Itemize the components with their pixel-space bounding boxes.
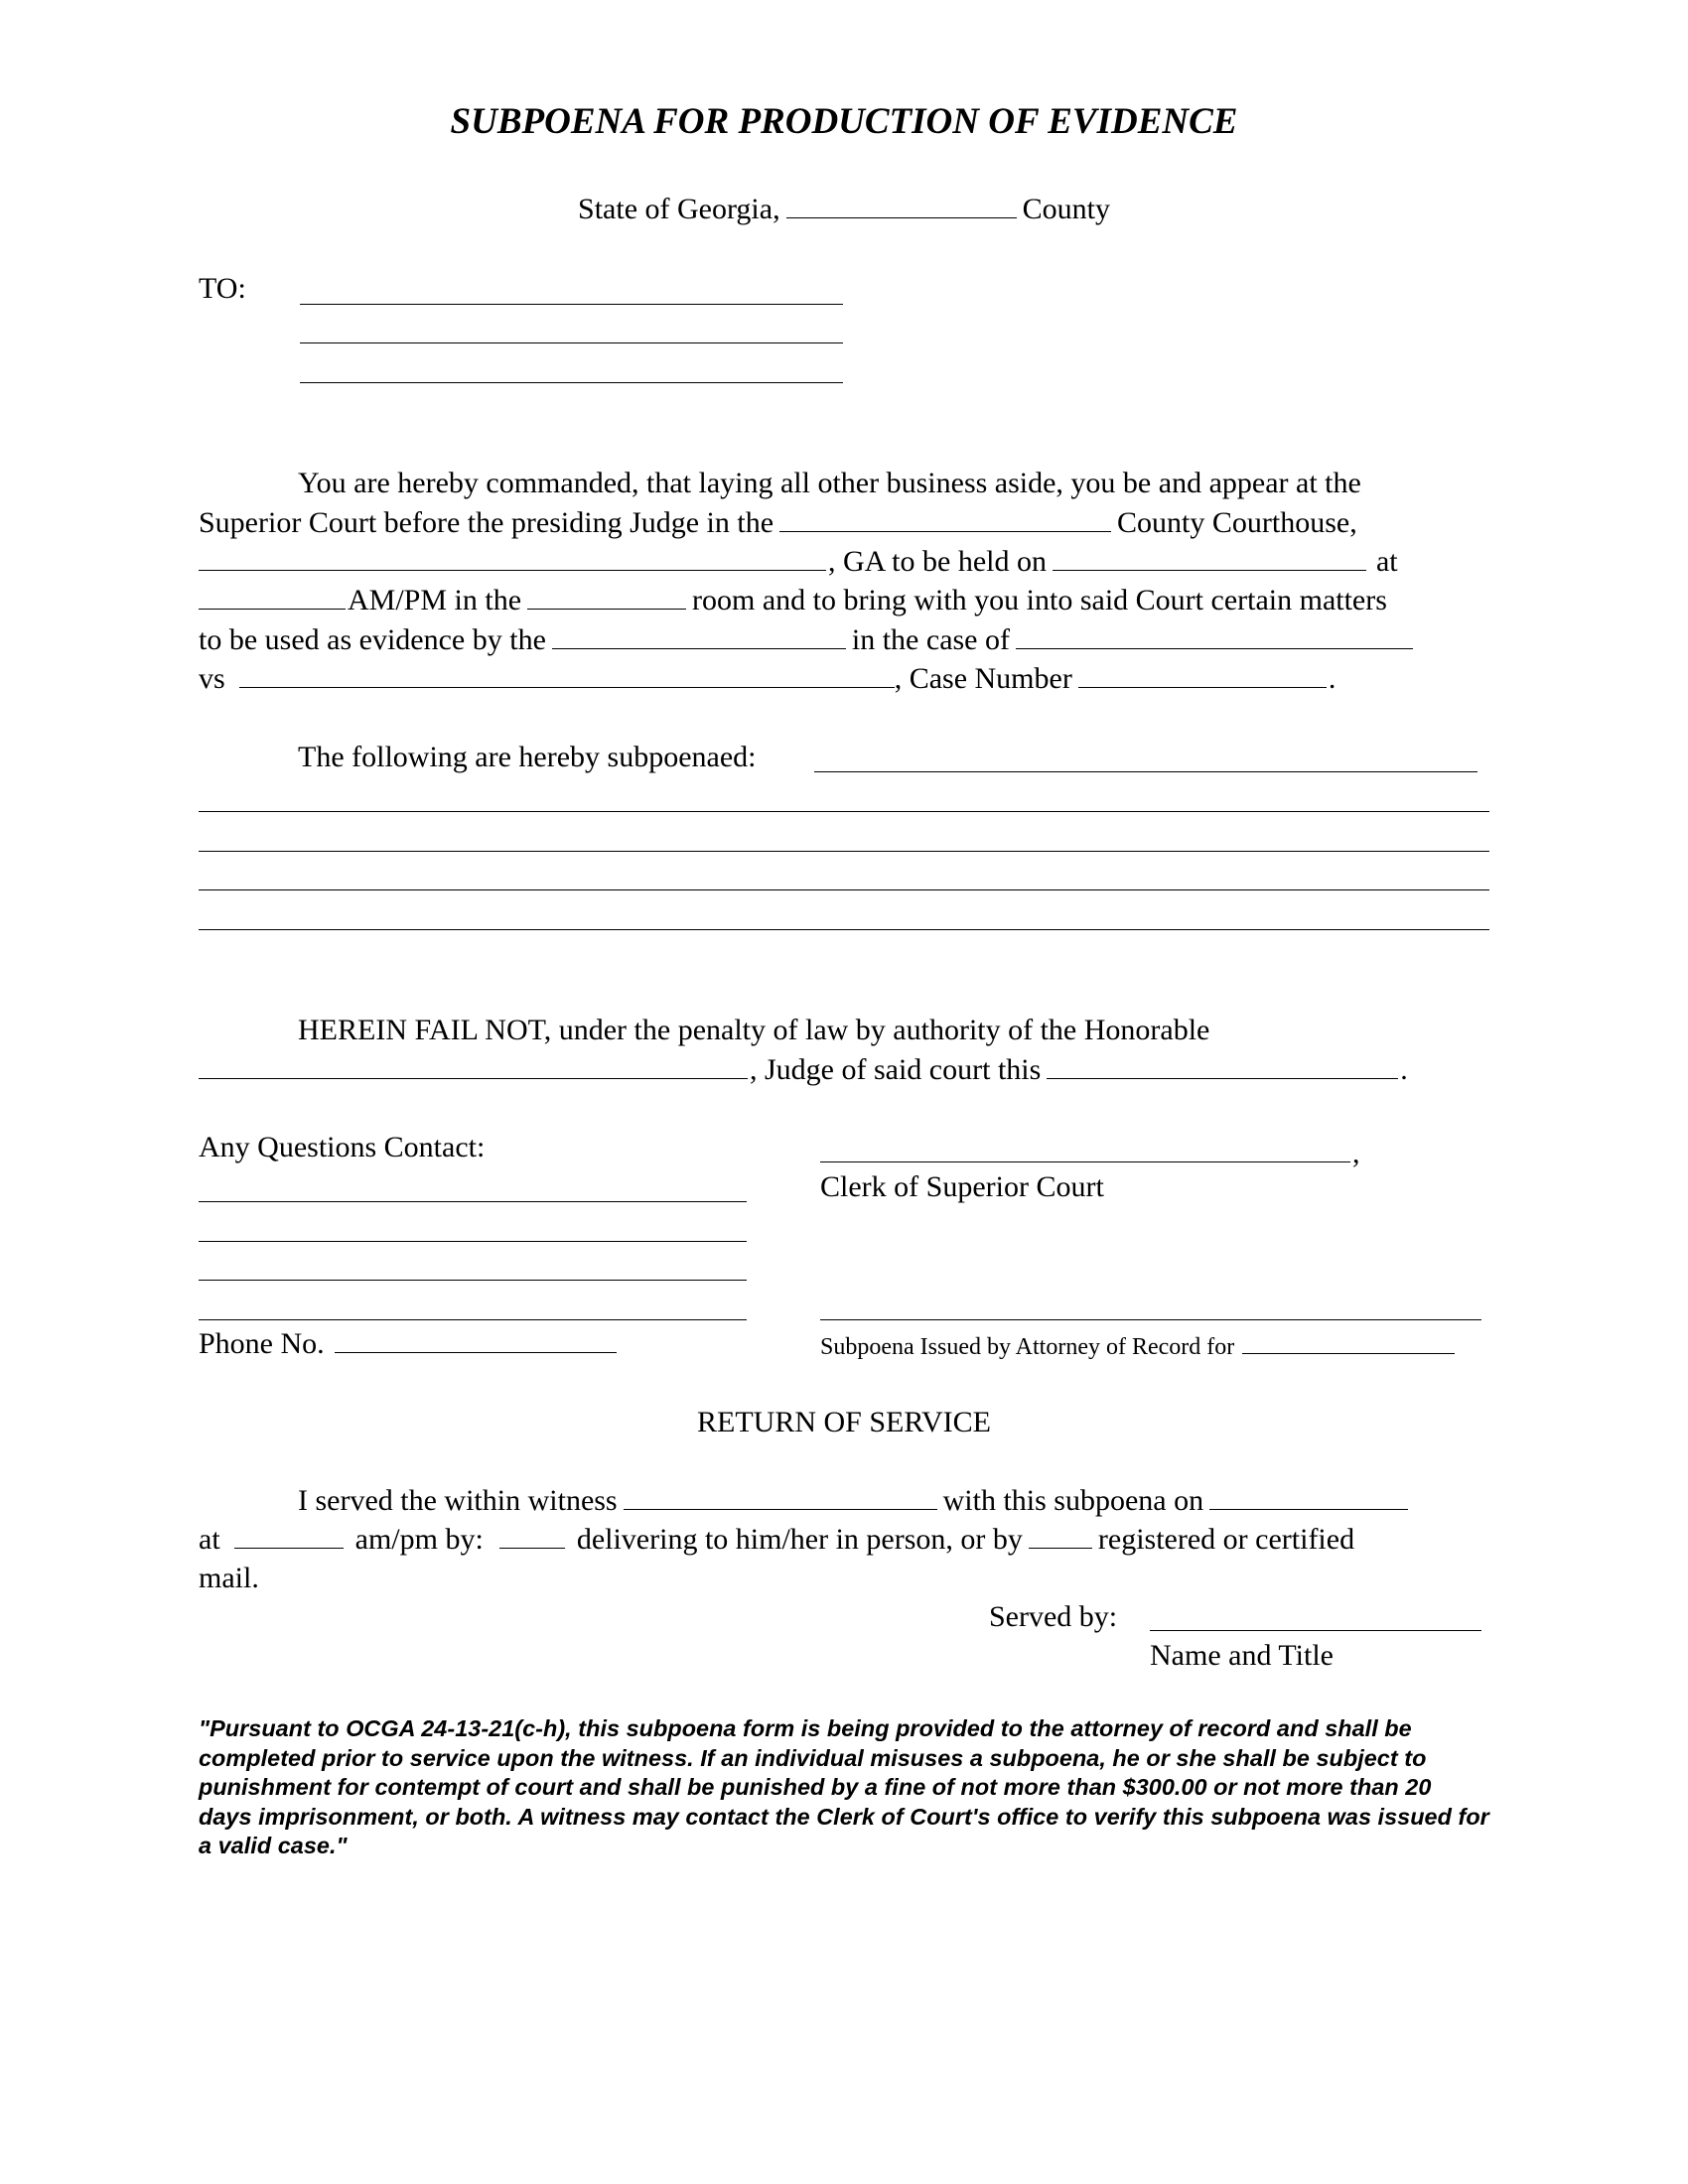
subpoenaed-line-4[interactable] <box>199 929 1489 930</box>
state-label: State of Georgia, <box>578 193 780 225</box>
served-by-label: Served by: <box>989 1600 1118 1633</box>
return-line-2: at am/pm by: delivering to him/her in person, or by registered or certified <box>199 1523 1355 1556</box>
contact-line-3[interactable] <box>199 1280 747 1281</box>
courthouse-county-blank[interactable] <box>779 527 1111 532</box>
judge-name-blank[interactable] <box>199 1074 748 1079</box>
to-line-1[interactable] <box>300 304 843 305</box>
to-label: TO: <box>199 272 246 305</box>
attorney-row: Subpoena Issued by Attorney of Record for <box>820 1335 1461 1359</box>
witness-blank[interactable] <box>624 1505 937 1510</box>
contact-label: Any Questions Contact: <box>199 1131 486 1163</box>
legal-notice: "Pursuant to OCGA 24-13-21(c-h), this subpoena form is being provided to the attorney of record and shall be completed prior to service upon the witness. If an individual misuses a subpoena, he or she shall be subject to punishment for contempt of court and shall be punished by a fine of not more than $300.00 or not more than 20 days imprisonment, or both. A witness may contact the Clerk of Court's office to verify this subpoena was issued for a valid case." <box>199 1715 1489 1858</box>
subpoenaed-line-1[interactable] <box>199 811 1489 812</box>
phone-blank[interactable] <box>335 1348 617 1353</box>
contact-line-2[interactable] <box>199 1241 747 1242</box>
attorney-for-blank[interactable] <box>1242 1349 1455 1354</box>
judge-date-blank[interactable] <box>1047 1074 1398 1079</box>
fail-not-line-2: , Judge of said court this . <box>199 1055 1408 1085</box>
city-blank[interactable] <box>199 566 826 571</box>
contact-line-1[interactable] <box>199 1201 747 1202</box>
name-title-label: Name and Title <box>1150 1639 1334 1672</box>
to-line-3[interactable] <box>300 382 843 383</box>
date-blank[interactable] <box>1053 566 1366 571</box>
room-blank[interactable] <box>527 605 686 610</box>
served-time-blank[interactable] <box>234 1544 344 1549</box>
plaintiff-blank[interactable] <box>1016 644 1413 649</box>
subpoenaed-line-3[interactable] <box>199 889 1489 890</box>
command-line-3: , GA to be held on at <box>199 547 1398 577</box>
return-line-3: mail. <box>199 1562 259 1594</box>
mail-blank[interactable] <box>1029 1544 1092 1549</box>
party-blank[interactable] <box>552 644 846 649</box>
defendant-blank[interactable] <box>239 683 895 688</box>
subpoenaed-line-2[interactable] <box>199 851 1489 852</box>
fail-not-line-1: HEREIN FAIL NOT, under the penalty of law by authority of the Honorable <box>298 1014 1210 1046</box>
county-label: County <box>1022 193 1110 225</box>
phone-row: Phone No. <box>199 1329 623 1359</box>
time-blank[interactable] <box>199 605 346 610</box>
attorney-signature-line[interactable] <box>820 1319 1481 1320</box>
clerk-signature-line[interactable] <box>820 1161 1350 1162</box>
clerk-comma: , <box>1352 1137 1360 1169</box>
subpoenaed-label: The following are hereby subpoenaed: <box>298 741 757 773</box>
served-date-blank[interactable] <box>1209 1505 1408 1510</box>
return-line-1: I served the within witness with this subpoena on <box>298 1486 1414 1516</box>
served-by-line[interactable] <box>1150 1630 1481 1631</box>
document-title: SUBPOENA FOR PRODUCTION OF EVIDENCE <box>450 101 1238 142</box>
to-line-2[interactable] <box>300 342 843 343</box>
contact-line-4[interactable] <box>199 1319 747 1320</box>
command-line-5: to be used as evidence by the in the case of <box>199 625 1419 655</box>
command-line-6: vs , Case Number . <box>199 662 1336 695</box>
clerk-label: Clerk of Superior Court <box>820 1170 1104 1203</box>
state-county-line <box>0 195 1688 224</box>
county-blank[interactable] <box>786 213 1017 218</box>
in-person-blank[interactable] <box>499 1544 565 1549</box>
case-number-blank[interactable] <box>1078 683 1327 688</box>
command-line-1: You are hereby commanded, that laying all other business aside, you be and appear at the <box>298 467 1361 499</box>
command-line-2: Superior Court before the presiding Judge in the County Courthouse, <box>199 506 1357 539</box>
command-line-4: AM/PM in the room and to bring with you into said Court certain matters <box>199 586 1387 615</box>
subpoenaed-line-0[interactable] <box>814 771 1477 772</box>
return-heading: RETURN OF SERVICE <box>697 1406 991 1438</box>
